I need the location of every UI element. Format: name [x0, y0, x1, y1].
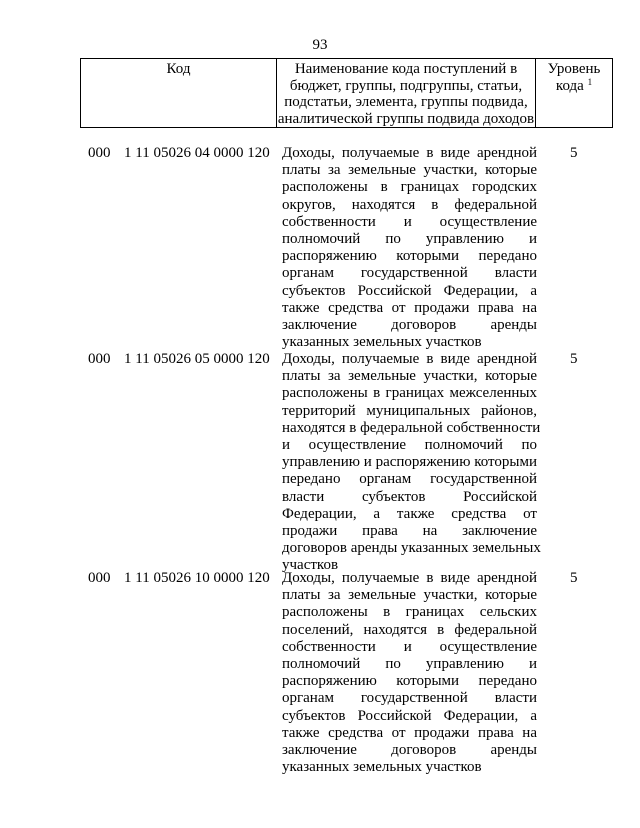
- level-value: 5: [570, 570, 578, 586]
- name-line: распоряжению которыми передано: [282, 248, 537, 265]
- revenue-code: 1 11 05026 04 0000 120: [124, 145, 270, 161]
- header-name-cell: [277, 59, 536, 128]
- header-name-line: Наименование кода поступлений в: [294, 61, 518, 77]
- name-line: округов, находятся в федеральной: [282, 196, 537, 213]
- name-line: поселений, находятся в федеральной: [282, 621, 537, 638]
- name-line: заключение договоров аренды: [282, 316, 537, 333]
- name-line: участков: [282, 557, 339, 574]
- name-line: договоров аренды указанных земельных: [282, 540, 541, 557]
- name-line: Доходы, получаемые в виде арендной: [282, 145, 537, 161]
- table-row: [80, 351, 609, 574]
- header-level-cell: [536, 59, 613, 128]
- name-line: расположены в границах городских: [282, 179, 537, 196]
- name-line: полномочий по управлению и: [282, 230, 537, 247]
- revenue-code: 1 11 05026 10 0000 120: [124, 570, 270, 586]
- admin-code: 000: [88, 570, 111, 586]
- name-line: указанных земельных участков: [282, 334, 482, 351]
- header-level-line-2: [536, 78, 612, 95]
- revenue-name: [282, 145, 537, 351]
- name-line: указанных земельных участков: [282, 759, 482, 776]
- name-line: продажи права на заключение: [282, 522, 537, 539]
- name-line: платы за земельные участки, которые: [282, 162, 537, 179]
- header-name-line: аналитической группы подвида доходов: [277, 110, 535, 127]
- name-line: платы за земельные участки, которые: [282, 368, 537, 385]
- header-code-cell: [81, 59, 277, 128]
- name-line: расположены в границах межселенных: [282, 385, 537, 402]
- admin-code: 000: [88, 145, 111, 161]
- revenue-name: [282, 351, 541, 574]
- name-line: территорий муниципальных районов,: [282, 402, 537, 419]
- header-level-line: Уровень: [547, 61, 601, 77]
- table-body: [80, 145, 609, 776]
- name-line: Доходы, получаемые в виде арендной: [282, 351, 537, 367]
- name-line: также средства от продажи права на: [282, 724, 537, 741]
- name-line: заключение договоров аренды: [282, 741, 537, 758]
- name-line: платы за земельные участки, которые: [282, 587, 537, 604]
- name-line: и осуществление полномочий по: [282, 436, 537, 453]
- name-line: также средства от продажи права на: [282, 299, 537, 316]
- name-line: управлению и распоряжению которыми: [282, 454, 537, 471]
- name-line: расположены в границах сельских: [282, 604, 537, 621]
- name-line: органам государственной власти: [282, 690, 537, 707]
- name-line: передано органам государственной: [282, 471, 537, 488]
- revenue-code: 1 11 05026 05 0000 120: [124, 351, 270, 367]
- footnote-marker: 1: [587, 76, 593, 87]
- name-line: полномочий по управлению и: [282, 655, 537, 672]
- table-row: [80, 570, 609, 776]
- header-name-line: подстатьи, элемента, группы подвида,: [284, 94, 528, 110]
- level-value: 5: [570, 145, 578, 161]
- header-name-line: бюджет, группы, подгруппы, статьи,: [289, 77, 523, 94]
- name-line: Федерации, а также средства от: [282, 505, 537, 522]
- name-line: власти субъектов Российской: [282, 488, 537, 505]
- name-line: органам государственной власти: [282, 265, 537, 282]
- name-line: Доходы, получаемые в виде арендной: [282, 570, 537, 586]
- header-code-label: Код: [166, 61, 191, 77]
- name-line: распоряжению которыми передано: [282, 673, 537, 690]
- table-header: [80, 58, 613, 128]
- name-line: собственности и осуществление: [282, 213, 537, 230]
- name-line: субъектов Российской Федерации, а: [282, 707, 537, 724]
- admin-code: 000: [88, 351, 111, 367]
- name-line: собственности и осуществление: [282, 638, 537, 655]
- name-line: субъектов Российской Федерации, а: [282, 282, 537, 299]
- name-line: находятся в федеральной собственности: [282, 419, 541, 436]
- level-value: 5: [570, 351, 578, 367]
- revenue-name: [282, 570, 537, 776]
- header-level-label: кода: [555, 77, 584, 94]
- page-number: 93: [312, 37, 328, 53]
- table-row: [80, 145, 609, 351]
